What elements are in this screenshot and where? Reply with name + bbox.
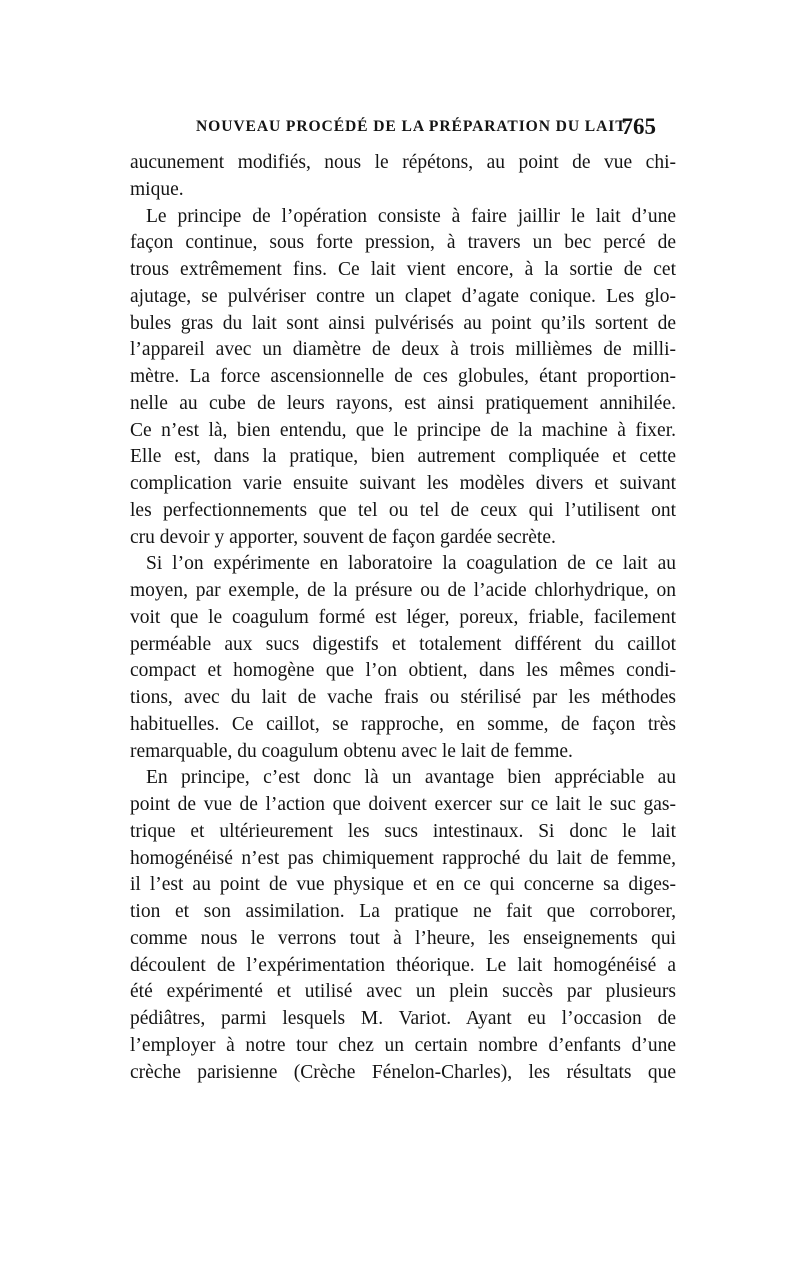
- text-line: aucunement modifiés, nous le répétons, au point de vue chi-: [130, 152, 676, 173]
- text-line: mique.: [130, 178, 184, 200]
- paragraph-first-line: Le principe de l’opération consiste à faire jaillir le lait d’une: [146, 205, 676, 227]
- text-line: complication varie ensuite suivant les modèles divers et suivant: [130, 473, 676, 494]
- text-line: tions, avec du lait de vache frais ou stérilisé par les méthodes: [130, 687, 676, 708]
- body-text: [130, 150, 676, 1086]
- text-line: trique et ultérieurement les sucs intestinaux. Si donc le lait: [130, 820, 676, 842]
- text-line: habituelles. Ce caillot, se rapproche, en somme, de façon très: [130, 713, 676, 735]
- text-line: façon continue, sous forte pression, à travers un bec percé de: [130, 232, 676, 254]
- text-line: crèche parisienne (Crèche Fénelon-Charles), les résultats que: [130, 1061, 676, 1083]
- text-line: découlent de l’expérimentation théorique. Le lait homogénéisé a: [130, 954, 676, 976]
- page-header: [196, 114, 656, 144]
- text-line: tion et son assimilation. La pratique ne fait que corroborer,: [130, 901, 676, 922]
- text-line: été expérimenté et utilisé avec un plein succès par plusieurs: [130, 981, 676, 1003]
- text-line: compact et homogène que l’on obtient, dans les mêmes condi-: [130, 660, 676, 682]
- paragraph-first-line: En principe, c’est donc là un avantage bien appréciable au: [146, 767, 676, 789]
- text-line: voit que le coagulum formé est léger, poreux, friable, facilement: [130, 606, 676, 628]
- text-line: bules gras du lait sont ainsi pulvérisés au point qu’ils sortent de: [130, 312, 676, 334]
- text-line: trous extrêmement fins. Ce lait vient encore, à la sortie de cet: [130, 259, 676, 280]
- text-line: l’employer à notre tour chez un certain nombre d’enfants d’une: [130, 1034, 676, 1056]
- paragraph-first-line: Si l’on expérimente en laboratoire la coagulation de ce lait au: [146, 553, 676, 575]
- running-head: NOUVEAU PROCÉDÉ DE LA PRÉPARATION DU LAIT: [196, 118, 627, 135]
- text-line: remarquable, du coagulum obtenu avec le lait de femme.: [130, 740, 573, 762]
- text-line: il l’est au point de vue physique et en ce qui concerne sa diges-: [130, 874, 676, 896]
- text-line: cru devoir y apporter, souvent de façon gardée secrète.: [130, 526, 556, 548]
- text-line: perméable aux sucs digestifs et totalement différent du caillot: [130, 633, 676, 655]
- text-line: mètre. La force ascensionnelle de ces globules, étant proportion-: [130, 366, 676, 387]
- text-line: l’appareil avec un diamètre de deux à trois millièmes de milli-: [130, 339, 676, 361]
- page-number: 765: [621, 114, 656, 139]
- text-line: ajutage, se pulvériser contre un clapet d’agate conique. Les glo-: [130, 285, 676, 307]
- text-line: Ce n’est là, bien entendu, que le principe de la machine à fixer.: [130, 419, 676, 441]
- text-line: comme nous le verrons tout à l’heure, les enseignements qui: [130, 927, 676, 949]
- text-line: les perfectionnements que tel ou tel de ceux qui l’utilisent ont: [130, 499, 676, 521]
- text-line: nelle au cube de leurs rayons, est ainsi pratiquement annihilée.: [130, 392, 676, 414]
- text-line: homogénéisé n’est pas chimiquement rapproché du lait de femme,: [130, 847, 676, 869]
- text-line: Elle est, dans la pratique, bien autrement compliquée et cette: [130, 446, 676, 468]
- text-line: point de vue de l’action que doivent exercer sur ce lait le suc gas-: [130, 794, 676, 815]
- text-line: moyen, par exemple, de la présure ou de l’acide chlorhydrique, on: [130, 580, 676, 601]
- text-line: pédiâtres, parmi lesquels M. Variot. Ayant eu l’occasion de: [130, 1008, 676, 1029]
